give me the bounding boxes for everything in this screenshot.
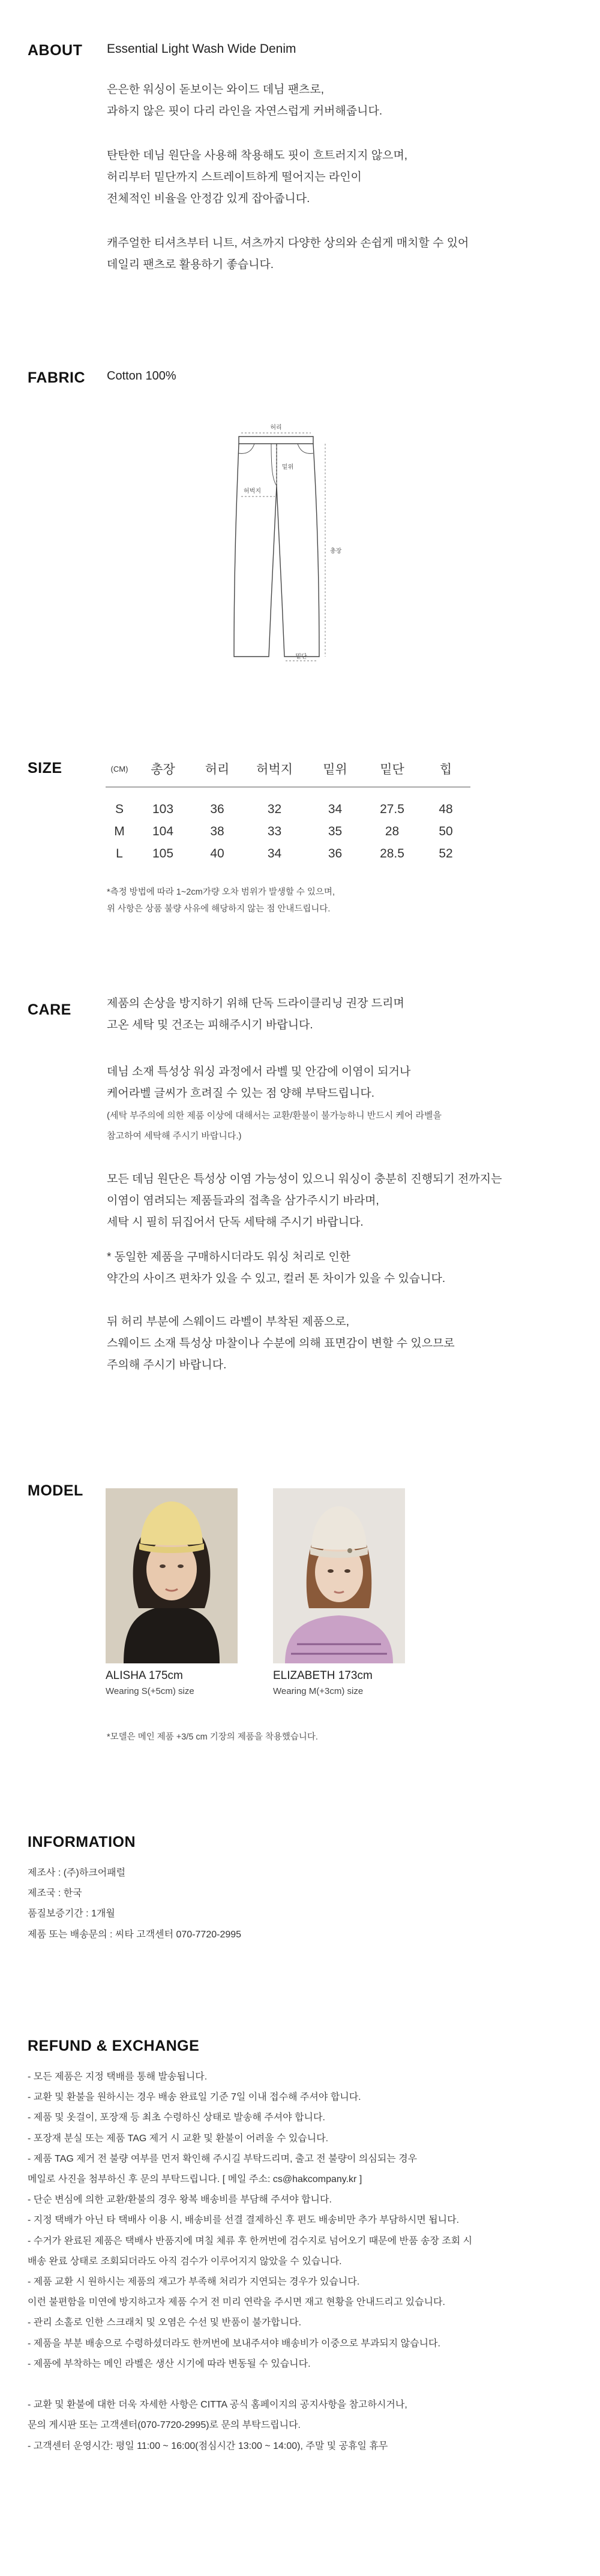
text-line: 위 사항은 상품 불량 사유에 해당하지 않는 점 안내드립니다.: [107, 904, 331, 914]
text-line: * 동일한 제품을 구매하시더라도 워싱 처리로 인한: [107, 1251, 351, 1263]
pants-diagram: [228, 420, 360, 666]
size-table-header-row: [106, 751, 470, 787]
value-cell: 28.5: [380, 846, 404, 860]
list-item: - 단순 변심에 의한 교환/환불의 경우 왕복 배송비를 부담해 주셔야 합니다.: [28, 2195, 332, 2205]
text-line: 케어라벨 글씨가 흐려질 수 있는 점 양해 부탁드립니다.: [107, 1087, 375, 1100]
text-line: 과하지 않은 핏이 다리 라인을 자연스럽게 커버해줍니다.: [107, 105, 383, 118]
care-paragraph-2: [107, 1061, 410, 1105]
value-cell: 28: [385, 824, 400, 838]
unit-header: (CM): [106, 751, 133, 787]
list-item: - 관리 소홀로 인한 스크래치 및 오염은 수선 및 반품이 불가합니다.: [28, 2318, 302, 2328]
list-item: 품질보증기간 : 1개월: [28, 1909, 115, 1919]
value-cell: 104: [152, 824, 174, 838]
information-list: [28, 1863, 241, 1945]
text-line: 주의해 주시기 바랍니다.: [107, 1359, 227, 1371]
text-line: 탄탄한 데님 원단을 사용해 착용해도 핏이 흐트러지지 않으며,: [107, 149, 408, 162]
product-title: Essential Light Wash Wide Denim: [107, 42, 296, 56]
waistband-outline: [239, 437, 313, 444]
value-cell: 34: [328, 802, 343, 816]
table-row: [106, 787, 470, 821]
list-item: - 모든 제품은 지정 택배를 통해 발송됩니다.: [28, 2072, 208, 2082]
model-name: ELIZABETH 173cm: [273, 1669, 373, 1682]
length-label: 총장: [330, 548, 342, 555]
text-line: 스웨이드 소재 특성상 마찰이나 수분에 의해 표면감이 변할 수 있으므로: [107, 1337, 455, 1350]
list-item: - 지정 택배가 아닌 타 택배사 이용 시, 배송비를 선결 결제하신 후 편도 배송비만 추가 부담하시면 됩니다.: [28, 2215, 460, 2226]
text-line: 은은한 워싱이 돋보이는 와이드 데님 팬츠로,: [107, 83, 325, 96]
model-photo-alisha: [106, 1488, 238, 1663]
column-header: 총장: [133, 751, 193, 787]
text-line: (세탁 부주의에 의한 제품 이상에 대해서는 교환/환불이 불가능하니 반드시 케어 라벨을: [107, 1111, 442, 1121]
value-cell: 52: [439, 846, 453, 860]
size-cell: L: [116, 846, 123, 860]
care-paragraph-3: [107, 1169, 502, 1233]
model-label: MODEL: [28, 1482, 83, 1499]
text-line: 약간의 사이즈 편차가 있을 수 있고, 컬러 톤 차이가 있을 수 있습니다.: [107, 1272, 446, 1285]
model-wearing: Wearing M(+3cm) size: [273, 1686, 364, 1696]
value-cell: 50: [439, 824, 453, 838]
value-cell: 40: [210, 846, 224, 860]
care-small-note: [107, 1106, 442, 1146]
list-item: - 제품에 부착하는 메인 라벨은 생산 시기에 따라 변동될 수 있습니다.: [28, 2358, 311, 2369]
rise-label: 밑위: [282, 464, 294, 471]
text-line: 뒤 허리 부분에 스웨이드 라벨이 부착된 제품으로,: [107, 1316, 350, 1328]
value-cell: 27.5: [380, 802, 404, 816]
column-header: 밑단: [363, 751, 421, 787]
list-item: - 제품을 부분 배송으로 수령하셨더라도 한꺼번에 보내주셔야 배송비가 이중으로 부과되지 않습니다.: [28, 2338, 440, 2349]
size-table: [106, 751, 470, 865]
text-line: 고온 세탁 및 건조는 피해주시기 바랍니다.: [107, 1019, 313, 1031]
column-header: 힙: [421, 751, 470, 787]
list-item: 제품 또는 배송문의 : 씨타 고객센터 070-7720-2995: [28, 1929, 242, 1940]
value-cell: 36: [328, 846, 343, 860]
care-paragraph-5: [107, 1311, 455, 1376]
value-cell: 105: [152, 846, 174, 860]
refund-list: [28, 2067, 472, 2457]
list-spacer: [28, 2375, 472, 2395]
model-name: ALISHA 175cm: [106, 1669, 183, 1682]
text-line: *측정 방법에 따라 1~2cm가량 오차 범위가 발생할 수 있으며,: [107, 887, 335, 897]
list-item: 이런 불편함을 미연에 방지하고자 제품 수거 전 미리 연락을 주시면 재고 현황을 안내드리고 있습니다.: [28, 2297, 445, 2308]
model-photo-elizabeth: [273, 1488, 405, 1663]
value-cell: 33: [267, 824, 282, 838]
text-line: 캐주얼한 티셔츠부터 니트, 셔츠까지 다양한 상의와 손쉽게 매치할 수 있어: [107, 237, 469, 249]
list-item: - 고객센터 운영시간: 평일 11:00 ~ 16:00(점심시간 13:00 ~ 14:00), 주말 및 공휴일 휴무: [28, 2440, 388, 2451]
text-line: 데님 소재 특성상 워싱 과정에서 라벨 및 안감에 이염이 되거나: [107, 1066, 411, 1078]
model-photo-image: [273, 1488, 405, 1663]
size-label: SIZE: [28, 760, 62, 777]
care-paragraph-4: [107, 1247, 445, 1290]
list-item: - 교환 및 환불을 원하시는 경우 배송 완료일 기준 7일 이내 접수해 주셔야 합니다.: [28, 2092, 361, 2103]
text-line: 데일리 팬츠로 활용하기 좋습니다.: [107, 258, 274, 271]
list-item: 제조사 : (주)하크어패럴: [28, 1868, 126, 1878]
model-photo-image: [106, 1488, 238, 1663]
model-wearing: Wearing S(+5cm) size: [106, 1686, 194, 1696]
hem-label: 밑단: [295, 654, 307, 660]
table-row: [106, 820, 470, 842]
thigh-label: 허벅지: [244, 488, 261, 495]
column-header: 허벅지: [242, 751, 307, 787]
text-line: 전체적인 비율을 안정감 있게 잡아줍니다.: [107, 192, 310, 205]
model-note: *모델은 메인 제품 +3/5 cm 기장의 제품을 착용했습니다.: [107, 1732, 318, 1742]
value-cell: 103: [152, 802, 174, 816]
size-cell: M: [114, 824, 125, 838]
information-label: INFORMATION: [28, 1834, 136, 1850]
list-item: - 포장재 분실 또는 제품 TAG 제거 시 교환 및 환불이 어려울 수 있습니다.: [28, 2133, 329, 2144]
list-item: - 제품 및 옷걸이, 포장재 등 최초 수령하신 상태로 발송해 주셔야 합니다.: [28, 2112, 325, 2123]
care-paragraph-1: [107, 993, 404, 1036]
list-item: - 제품 교환 시 원하시는 제품의 재고가 부족해 처리가 지연되는 경우가 있습니다.: [28, 2277, 360, 2288]
list-item: - 교환 및 환불에 대한 더욱 자세한 사항은 CITTA 공식 홈페이지의 공지사항을 참고하시거나,: [28, 2400, 407, 2411]
column-header: 허리: [193, 751, 242, 787]
waist-label: 허리: [270, 425, 282, 431]
about-paragraph-1: [107, 79, 382, 122]
list-item: 문의 게시판 또는 고객센터(070-7720-2995)로 문의 부탁드립니다.: [28, 2420, 301, 2431]
about-label: ABOUT: [28, 42, 83, 59]
value-cell: 36: [210, 802, 224, 816]
column-header: 밑위: [307, 751, 363, 787]
list-item: 제조국 : 한국: [28, 1888, 82, 1899]
text-line: 제품의 손상을 방지하기 위해 단독 드라이클리닝 권장 드리며: [107, 997, 404, 1010]
refund-label: REFUND & EXCHANGE: [28, 2038, 200, 2054]
list-item: - 수거가 완료된 제품은 택배사 반품지에 며칠 체류 후 한꺼번에 검수지로 넘어오기 때문에 반품 송장 조회 시: [28, 2235, 473, 2246]
text-line: 모든 데님 원단은 특성상 이염 가능성이 있으니 워싱이 충분히 진행되기 전까지는: [107, 1173, 502, 1185]
text-line: 세탁 시 필히 뒤집어서 단독 세탁해 주시기 바랍니다.: [107, 1216, 364, 1229]
about-paragraph-2: [107, 145, 407, 210]
care-label: CARE: [28, 1001, 71, 1018]
list-item: 메일로 사진을 첨부하신 후 문의 부탁드립니다. [ 메일 주소: cs@hakcompany.kr ]: [28, 2174, 362, 2185]
size-note: [107, 884, 335, 917]
fabric-value: Cotton 100%: [107, 369, 176, 383]
text-line: 참고하여 세탁해 주시기 바랍니다.): [107, 1131, 242, 1141]
list-item: - 제품 TAG 제거 전 불량 여부를 먼저 확인해 주시길 부탁드리며, 출고 전 불량이 의심되는 경우: [28, 2153, 418, 2164]
fabric-label: FABRIC: [28, 369, 86, 386]
text-line: 허리부터 밑단까지 스트레이트하게 떨어지는 라인이: [107, 171, 362, 183]
table-row: [106, 842, 470, 865]
value-cell: 38: [210, 824, 224, 838]
value-cell: 35: [328, 824, 343, 838]
value-cell: 48: [439, 802, 453, 816]
value-cell: 34: [267, 846, 282, 860]
size-cell: S: [115, 802, 124, 816]
text-line: 이염이 염려되는 제품들과의 접촉을 삼가주시기 바라며,: [107, 1194, 379, 1207]
list-item: 배송 완료 상태로 조회되더라도 아직 검수가 이루어지지 않았을 수 있습니다.: [28, 2256, 342, 2267]
about-paragraph-3: [107, 233, 469, 276]
value-cell: 32: [267, 802, 282, 816]
